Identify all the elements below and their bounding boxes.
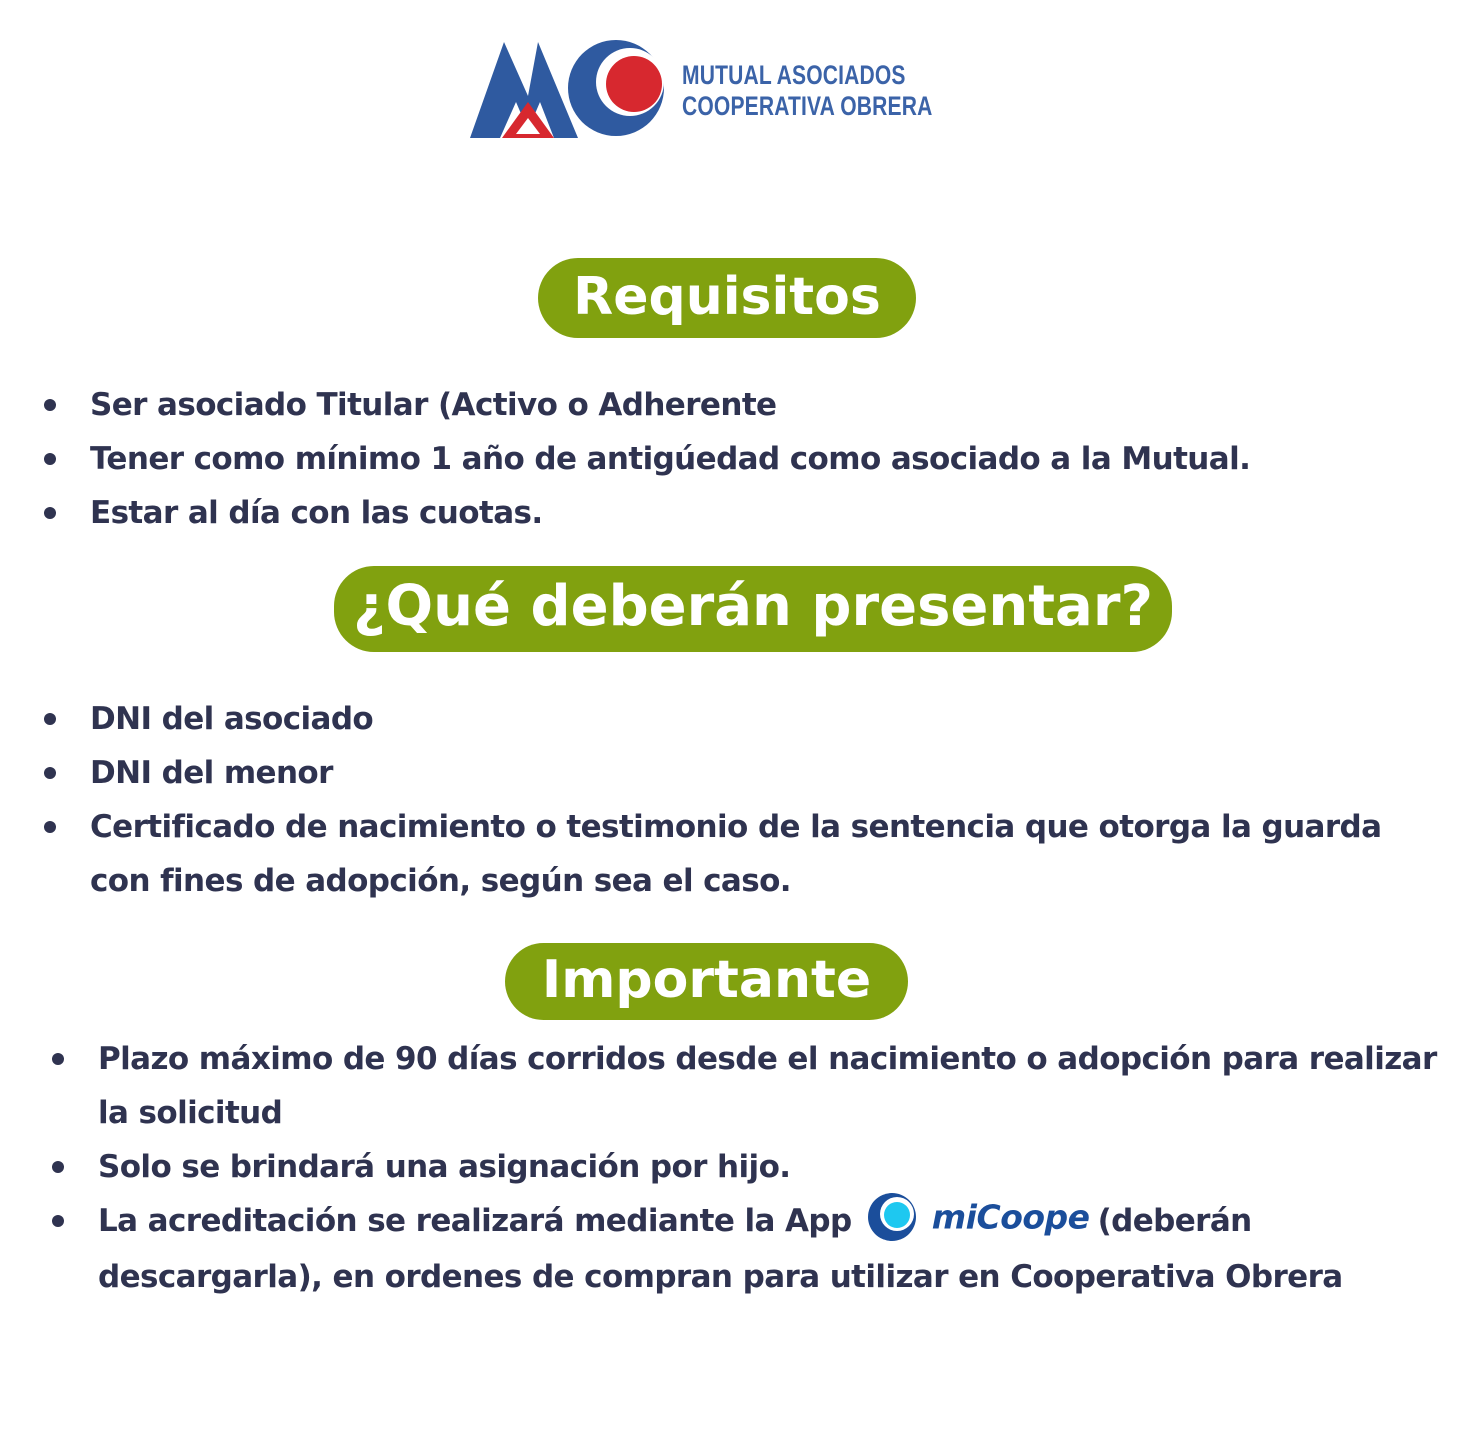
presentar-heading: ¿Qué deberán presentar? bbox=[334, 566, 1172, 652]
requisitos-list bbox=[44, 378, 1444, 540]
list-item-text: Solo se brindará una asignación por hijo. bbox=[98, 1149, 791, 1185]
bullet-icon bbox=[44, 821, 56, 833]
list-item-text: DNI del asociado bbox=[90, 701, 374, 737]
list-item-text: DNI del menor bbox=[90, 755, 333, 791]
logo-wordmark bbox=[682, 60, 932, 122]
list-item-text: Ser asociado Titular (Activo o Adherente bbox=[90, 387, 777, 423]
mac-logo-mark-icon bbox=[470, 38, 666, 140]
logo-line-1: MUTUAL ASOCIADOS bbox=[682, 60, 906, 90]
bullet-icon bbox=[44, 507, 56, 519]
list-item bbox=[44, 378, 1444, 432]
bullet-icon bbox=[52, 1053, 64, 1065]
bullet-icon bbox=[44, 453, 56, 465]
logo-line-2: COOPERATIVA OBRERA bbox=[682, 91, 933, 121]
list-item bbox=[52, 1194, 1472, 1304]
mutual-logo bbox=[470, 38, 950, 142]
list-item bbox=[44, 692, 1444, 746]
requisitos-heading: Requisitos bbox=[538, 258, 916, 338]
list-item bbox=[52, 1140, 1472, 1194]
bullet-icon bbox=[44, 399, 56, 411]
list-item bbox=[44, 800, 1444, 908]
list-item bbox=[44, 486, 1444, 540]
list-item-text: Tener como mínimo 1 año de antigúedad como asociado a la Mutual. bbox=[90, 441, 1251, 477]
micoope-logo-icon bbox=[866, 1191, 918, 1243]
importante-list bbox=[52, 1032, 1472, 1304]
list-item bbox=[44, 746, 1444, 800]
bullet-icon bbox=[52, 1161, 64, 1173]
list-item-text: Certificado de nacimiento o testimonio de la sentencia que otorga la guarda con fines de adopción, según sea el caso. bbox=[90, 809, 1382, 899]
list-item-text: Plazo máximo de 90 días corridos desde el nacimiento o adopción para realizar la solicitud bbox=[98, 1041, 1437, 1131]
list-item bbox=[52, 1032, 1472, 1140]
list-item bbox=[44, 432, 1444, 486]
micoope-app-name: miCoope bbox=[931, 1197, 1090, 1237]
list-item-text: Estar al día con las cuotas. bbox=[90, 495, 543, 531]
bullet-icon bbox=[52, 1215, 64, 1227]
importante-heading: Importante bbox=[505, 943, 908, 1020]
list-item-text-before: La acreditación se realizará mediante la App bbox=[98, 1203, 852, 1239]
bullet-icon bbox=[44, 767, 56, 779]
micoope-app-logo bbox=[866, 1189, 1090, 1245]
bullet-icon bbox=[44, 713, 56, 725]
list-item-text-after: (deberán descargarla), en ordenes de compran para utilizar en Cooperativa Obrera bbox=[98, 1203, 1343, 1296]
presentar-list bbox=[44, 692, 1444, 908]
